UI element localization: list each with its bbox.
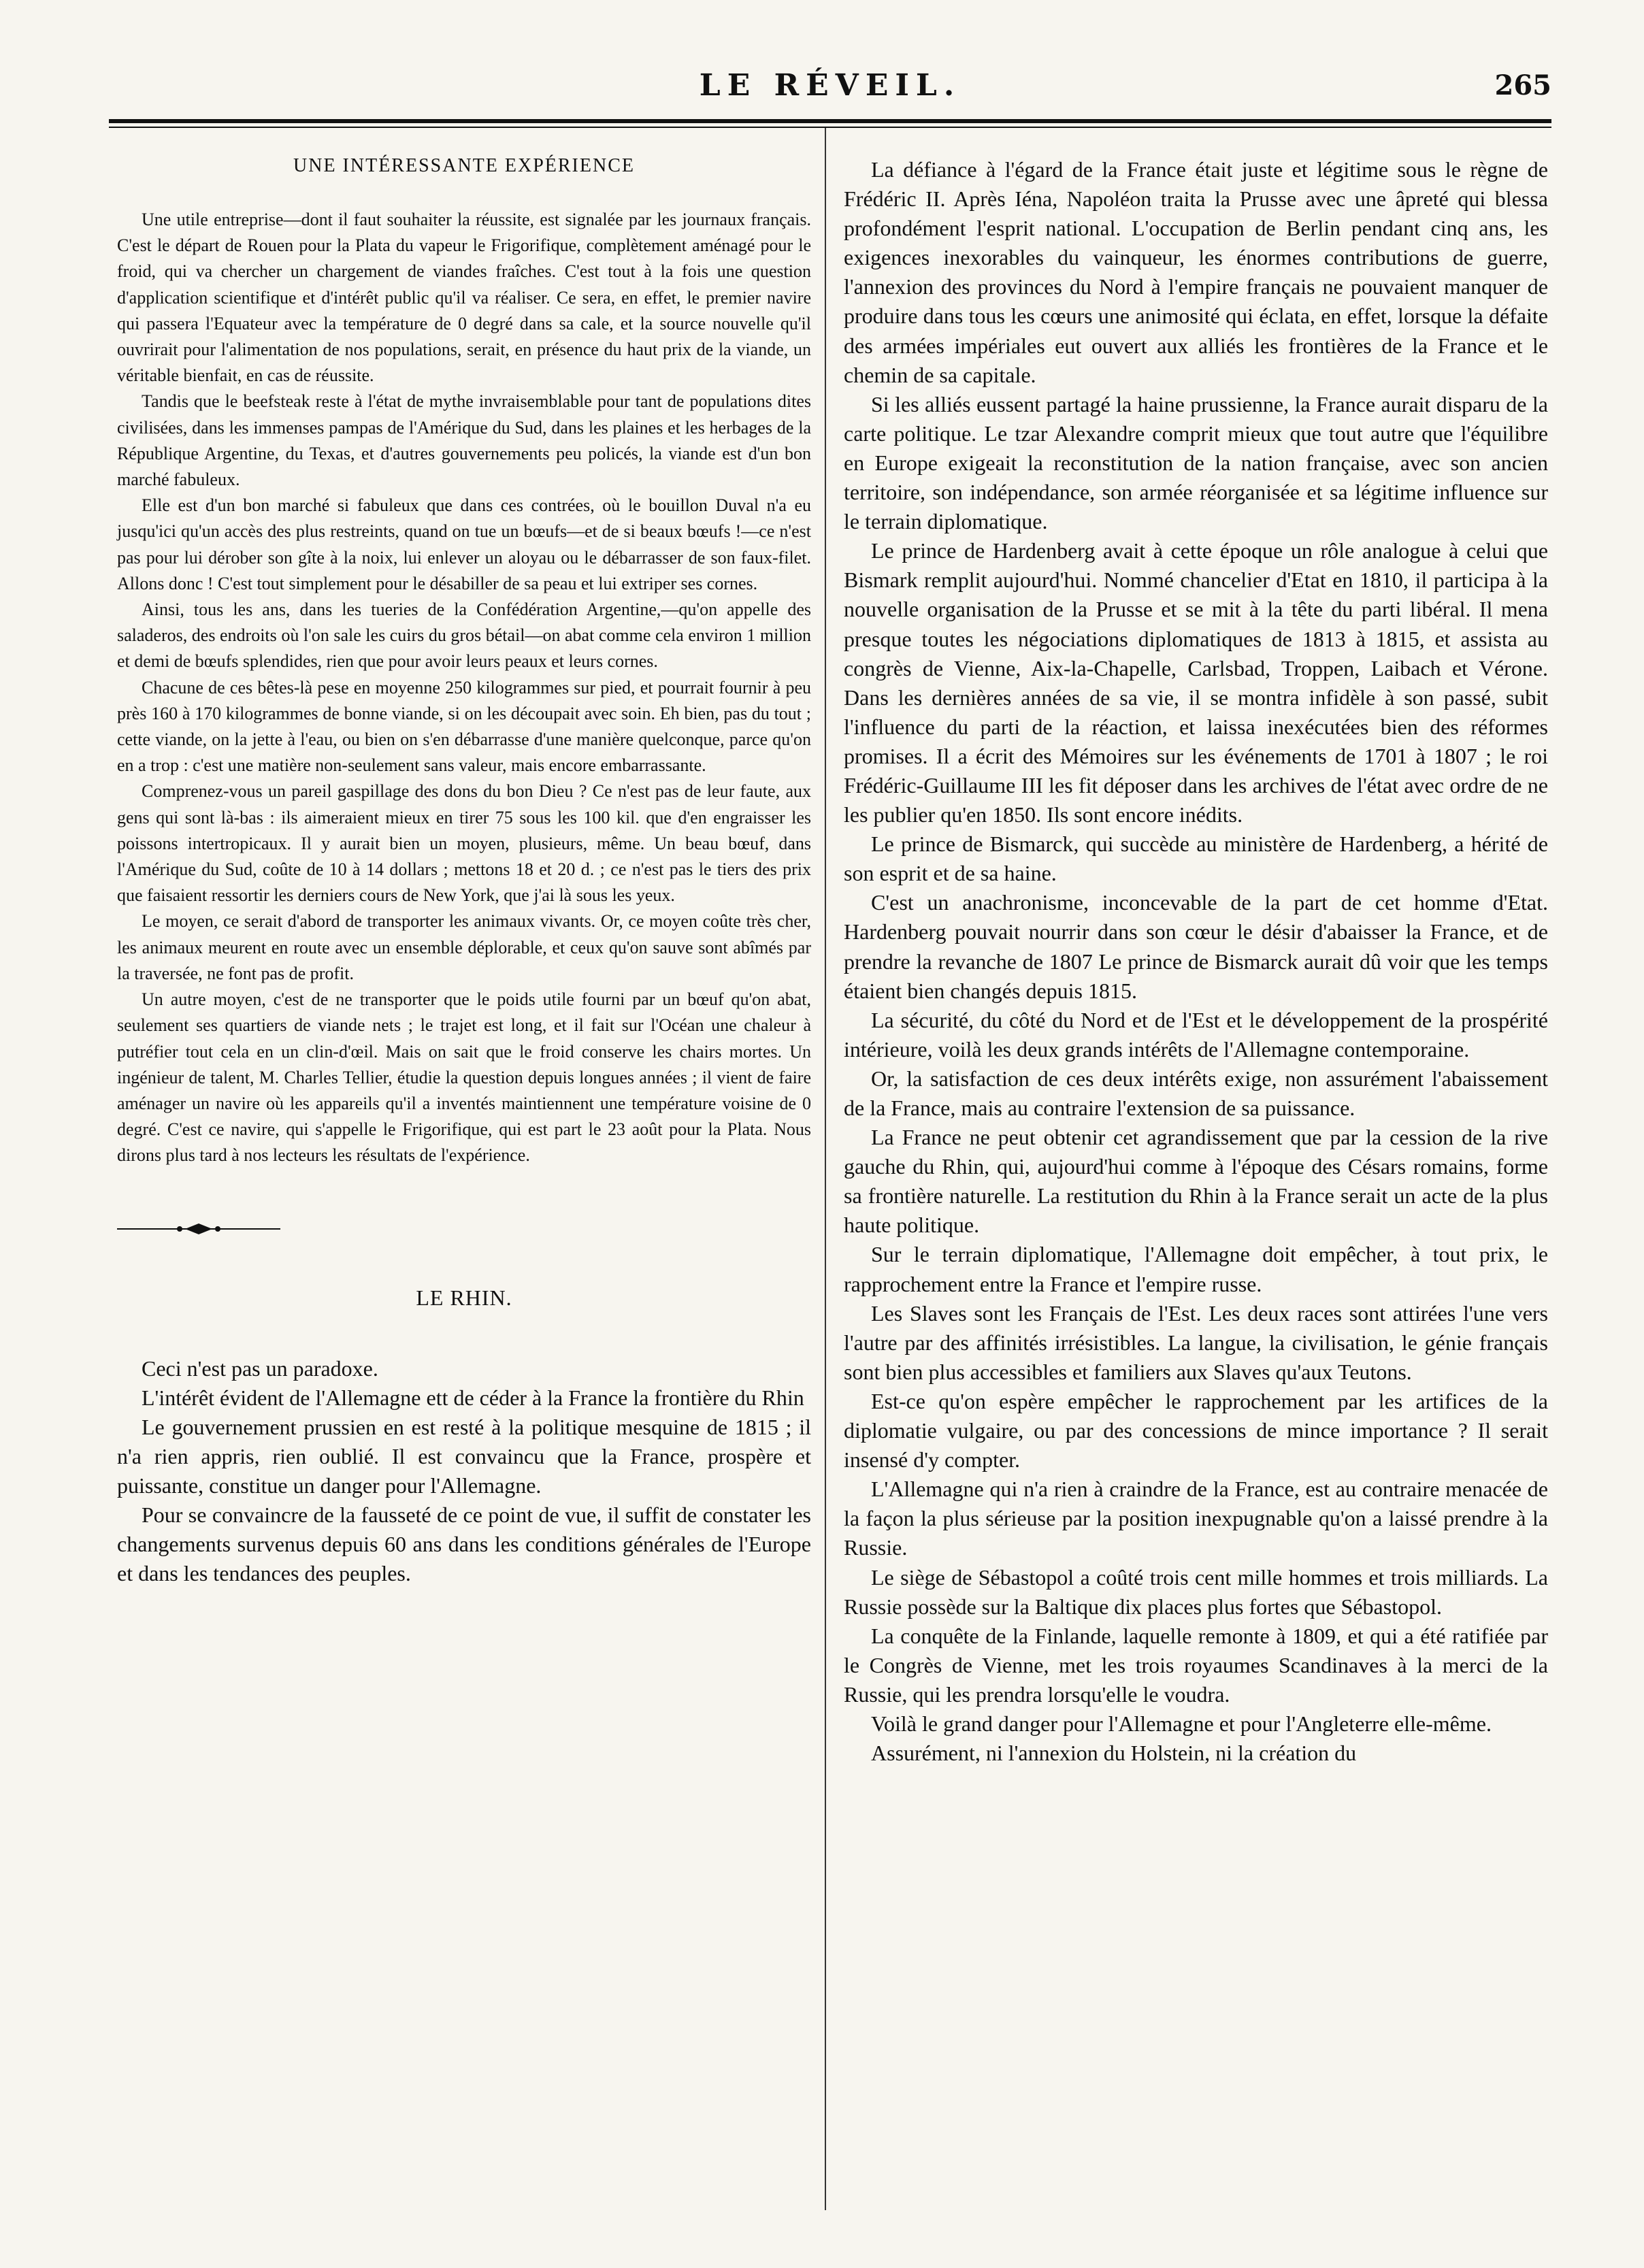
article-experience: [117, 155, 811, 1169]
article-paragraph: Sur le terrain diplomatique, l'Allemagne doit empêcher, à tout prix, le rapprochement entre la France et l'empire russe.: [844, 1242, 1548, 1296]
article-paragraph: L'Allemagne qui n'a rien à craindre de la France, est au contraire menacée de la façon la plus sérieuse par la position inexpugnable qu'on a laissé prendre à la Russie.: [844, 1477, 1548, 1560]
page-number: 265: [1494, 69, 1551, 101]
article-paragraph: Est-ce qu'on espère empêcher le rapprochement par les artifices de la diplomatie vulgaire, ou par des concessions de mince importance ? Il serait insensé d'y compter.: [844, 1388, 1548, 1473]
article-paragraph: Ainsi, tous les ans, dans les tueries de la Confédération Argentine,—qu'on appelle des saladeros, des endroits où l'on sale les cuirs du gros bétail—on abat comme cela environ 1 million et demi de bœufs splendides, rien que pour avoir leurs peaux et leurs cornes.: [117, 599, 811, 672]
article-paragraph: Les Slaves sont les Français de l'Est. Les deux races sont attirées l'une vers l'autre par des affinités irrésistibles. La langue, la civilisation, le génie français sont bien plus accessibles et familiers aux Slaves qu'aux Teutons.: [844, 1300, 1548, 1384]
article-paragraph: Elle est d'un bon marché si fabuleux que dans ces contrées, où le bouillon Duval n'a eu jusqu'ici qu'un accès des plus restreints, quand on tue un bœufs—et de si beaux bœufs !—ce n'est pas pour lui dérober son gîte à la noix, lui enlever un aloyau ou le débarrasser de son faux-filet. Allons donc ! C'est tout simplement pour le désabiller de sa peau et lui extriper ses cornes.: [117, 495, 811, 593]
article-paragraph: Assurément, ni l'annexion du Holstein, ni la création du: [871, 1741, 1357, 1766]
article-rhin-start: [117, 1285, 811, 1588]
column-divider: [825, 128, 826, 2210]
article-paragraph: Si les alliés eussent partagé la haine prussienne, la France aurait disparu de la carte politique. Le tzar Alexandre comprit mieux que tout autre que l'équilibre en Europe exigeait la reconstitution de la nation française, avec son ancien territoire, son indépendance, son armée réorganisée et sa légitime influence sur le terrain diplomatique.: [844, 391, 1548, 534]
header-rule-thin: [109, 127, 1551, 128]
article-paragraph: La sécurité, du côté du Nord et de l'Est et le développement de la prospérité intérieure, voilà les deux grands intérêts de l'Allemagne contemporaine.: [844, 1007, 1548, 1062]
article-paragraph: La France ne peut obtenir cet agrandissement que par la cession de la rive gauche du Rhin, qui, aujourd'hui comme à l'époque des Césars romains, forme sa frontière naturelle. La restitution du Rhin à la France serait un acte de la plus haute politique.: [844, 1125, 1548, 1238]
left-column: [117, 155, 811, 1588]
article-paragraph: Le moyen, ce serait d'abord de transporter les animaux vivants. Or, ce moyen coûte très cher, les animaux meurent en route avec un ensemble déplorable, et ceux qu'on sauve sont abîmés par la traversée, ne font pas de profit.: [117, 911, 811, 983]
article-title: LE RHIN.: [416, 1285, 512, 1310]
article-paragraph: Chacune de ces bêtes-là pese en moyenne 250 kilogrammes sur pied, et pourrait fournir à peu près 160 à 170 kilogrammes de bonne viande, si on les découpait avec soin. Eh bien, pas du tout ; cette viande, on la jette à l'eau, ou bien on s'en débarrasse d'une manière quelconque, parce qu'on en a trop : c'est une matière non-seulement sans valeur, mais encore embarrassante.: [117, 677, 811, 776]
article-paragraph: Pour se convaincre de la fausseté de ce point de vue, il suffit de constater les changements survenus depuis 60 ans dans les conditions générales de l'Europe et dans les tendances des peuples.: [117, 1502, 811, 1585]
article-paragraph: Or, la satisfaction de ces deux intérêts exige, non assurément l'abaissement de la France, mais au contraire l'extension de sa puissance.: [844, 1066, 1548, 1120]
masthead: [109, 68, 1551, 109]
article-paragraph: Comprenez-vous un pareil gaspillage des dons du bon Dieu ? Ce n'est pas de leur faute, aux gens qui sont là-bas : ils aimeraient mieux en tirer 75 sous les 100 kil. que d'en engraisser les poissons intertropicaux. Il y aurait bien un moyen, plusieurs, même. Un beau bœuf, dans l'Amérique du Sud, coûte de 10 à 14 dollars ; mettons 18 et 20 d. ; ce n'est pas le tiers des prix que faisaient ressortir les derniers cours de New York, que j'ai là sous les yeux.: [117, 781, 811, 906]
header-rule-thick: [109, 119, 1551, 123]
article-paragraph: L'intérêt évident de l'Allemagne ett de céder à la France la frontière du Rhin: [142, 1385, 804, 1410]
ornament-divider: [117, 1222, 280, 1236]
article-title: UNE INTÉRESSANTE EXPÉRIENCE: [293, 155, 635, 176]
article-paragraph: Une utile entreprise—dont il faut souhaiter la réussite, est signalée par les journaux français. C'est le départ de Rouen pour la Plata du vapeur le Frigorifique, complètement aménagé pour le froid, qui va chercher un chargement de viandes fraîches. C'est tout à la fois une question d'application scientifique et d'intérêt public qu'il va réaliser. Ce sera, en effet, le premier navire qui passera l'Equateur avec la température de 0 degré dans sa cale, et la source nouvelle qu'il ouvrirait pour l'alimentation de nos populations, serait, en présence du haut prix de la viande, un véritable bienfait, en cas de réussite.: [117, 210, 811, 386]
article-paragraph: Voilà le grand danger pour l'Allemagne et pour l'Angleterre elle-même.: [871, 1711, 1492, 1736]
right-column: [844, 155, 1548, 1768]
article-paragraph: Le prince de Hardenberg avait à cette époque un rôle analogue à celui que Bismark remplit aujourd'hui. Nommé chancelier d'Etat en 1810, il participa à la nouvelle organisation de la Prusse et se mit à la tête du parti libéral. Il mena presque toutes les négociations diplomatiques de 1813 à 1815, et assista au congrès de Vienne, Aix-la-Chapelle, Carlsbad, Troppen, Laibach et Vérone. Dans les dernières années de sa vie, il se montra infidèle à son passé, subit l'influence du parti de la réaction, et laissa inexécutées bien des réformes promises. Il a écrit des Mémoires sur les événements de 1701 à 1807 ; le roi Frédéric-Guillaume III les fit déposer dans les archives de l'état avec ordre de ne les publier qu'en 1850. Ils sont encore inédits.: [844, 538, 1548, 827]
article-paragraph: C'est un anachronisme, inconcevable de la part de cet homme d'Etat. Hardenberg pouvait nourrir dans son cœur le désir d'abaisser la France, et de prendre la revanche de 1807 Le prince de Bismarck aurait dû voir que les temps étaient bien changés depuis 1815.: [844, 890, 1548, 1003]
article-paragraph: Un autre moyen, c'est de ne transporter que le poids utile fourni par un bœuf qu'on abat, seulement ses quartiers de viande nets ; le trajet est long, et il fait sur l'Océan une chaleur à putréfier tout cela en un clin-d'œil. Mais on sait que le froid conserve les chairs mortes. Un ingénieur de talent, M. Charles Tellier, étudie la question depuis longues années ; il vient de faire aménager un navire où les appareils qu'il a inventés maintiennent une température voisine de 0 degré. C'est ce navire, qui s'appelle le Frigorifique, qui est part le 23 août pour la Plata. Nous dirons plus tard à nos lecteurs les résultats de l'expérience.: [117, 989, 811, 1166]
article-paragraph: Le prince de Bismarck, qui succède au ministère de Hardenberg, a hérité de son esprit et de sa haine.: [844, 832, 1548, 886]
article-paragraph: Le siège de Sébastopol a coûté trois cent mille hommes et trois milliards. La Russie possède sur la Baltique dix places plus fortes que Sébastopol.: [844, 1564, 1548, 1619]
article-paragraph: Ceci n'est pas un paradoxe.: [142, 1355, 378, 1381]
article-paragraph: La conquête de la Finlande, laquelle remonte à 1809, et qui a été ratifiée par le Congrès de Vienne, met les trois royaumes Scandinaves à la merci de la Russie, qui les prendra lorsqu'elle le voudra.: [844, 1623, 1548, 1707]
newspaper-title: LE RÉVEIL.: [699, 68, 961, 103]
article-paragraph: La défiance à l'égard de la France était juste et légitime sous le règne de Frédéric II. Après Iéna, Napoléon traita la Prusse avec une âpreté qui blessa profondément l'esprit national. L'occupation de Berlin pendant cinq ans, les exigences inexorables du vainqueur, les énormes contributions de guerre, l'annexion des provinces du Nord à l'empire français ne pouvaient manquer de produire dans tous les cœurs une animosité qui éclata, en effet, lorsque la défaite des armées impériales eut ouvert aux alliés les frontières de la France et le chemin de sa capitale.: [844, 157, 1548, 387]
newspaper-page: [109, 0, 1551, 2268]
article-paragraph: Le gouvernement prussien en est resté à la politique mesquine de 1815 ; il n'a rien appris, rien oublié. Il est convaincu que la France, prospère et puissante, constitue un danger pour l'Allemagne.: [117, 1414, 811, 1498]
article-paragraph: Tandis que le beefsteak reste à l'état de mythe invraisemblable pour tant de populations dites civilisées, dans les immenses pampas de l'Amérique du Sud, dans les plaines et les herbages de la République Argentine, du Texas, et d'autres gouvernements peu policés, la viande est d'un bon marché fabuleux.: [117, 391, 811, 490]
